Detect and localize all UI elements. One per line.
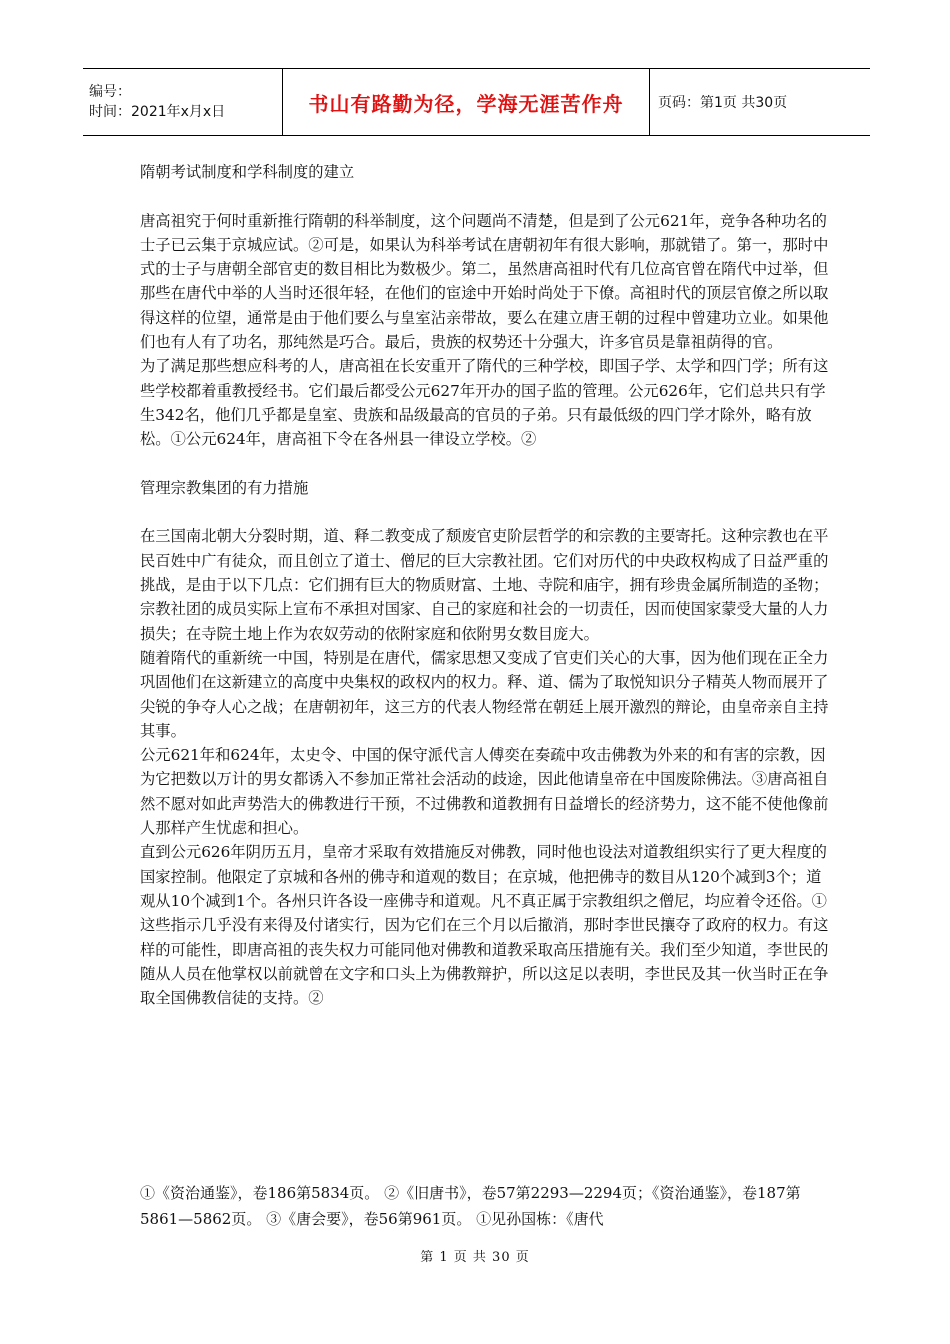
document-number-label: 编号：: [89, 84, 131, 100]
paragraph: 公元621年和624年，太史令、中国的保守派代言人傅奕在奏疏中攻击佛教为外来的和有害的宗教，因为它把数以万计的男女都诱入不参加正常社会活动的歧途，因此他请皇帝在中国废除佛法。③唐高祖自然不愿对如此声势浩大的佛教进行干预，不过佛教和道教拥有日益增长的经济势力，这不能不使他像前人那样产生忧虑和担心。: [140, 746, 829, 838]
header-motto-cell: [283, 69, 650, 135]
paragraph: 直到公元626年阴历五月，皇帝才采取有效措施反对佛教，同时他也设法对道教组织实行了更大程度的国家控制。他限定了京城和各州的佛寺和道观的数目；在京城，他把佛寺的数目从120个减到3个；道观从10个减到1个。各州只许各设一座佛寺和道观。凡不真正属于宗教组织之僧尼，均应着令还俗。①这些指示几乎没有来得及付诸实行，因为它们在三个月以后撤消，那时李世民攘夺了政府的权力。有这样的可能性，即唐高祖的丧失权力可能同他对佛教和道教采取高压措施有关。我们至少知道，李世民的随从人员在他掌权以前就曾在文字和口头上为佛教辩护，所以这足以表明，李世民及其一伙当时正在争取全国佛教信徒的支持。②: [140, 843, 829, 1008]
paragraph: 在三国南北朝大分裂时期，道、释二教变成了颓废官吏阶层哲学的和宗教的主要寄托。这种宗教也在平民百姓中广有徒众，而且创立了道士、僧尼的巨大宗教社团。它们对历代的中央政权构成了日益严重的挑战，是由于以下几点：它们拥有巨大的物质财富、土地、寺院和庙宇，拥有珍贵金属所制造的圣物；宗教社团的成员实际上宣布不承担对国家、自己的家庭和社会的一切责任，因而使国家蒙受大量的人力损失；在寺院土地上作为农奴劳动的依附家庭和依附男女数目庞大。: [140, 527, 829, 643]
header-page-label: 页码：第1页 共30页: [658, 95, 788, 111]
paragraph: 唐高祖究于何时重新推行隋朝的科举制度，这个问题尚不清楚，但是到了公元621年，竞争各种功名的士子已云集于京城应试。②可是，如果认为科举考试在唐朝初年有很大影响，那就错了。第一，那时中式的士子与唐朝全部官吏的数目相比为数极少。第二，虽然唐高祖时代有几位高官曾在隋代中过举，但那些在唐代中举的人当时还很年轻，在他们的宦途中开始时尚处于下僚。高祖时代的顶层官僚之所以取得这样的位望，通常是由于他们要么与皇室沾亲带故，要么在建立唐王朝的过程中曾建功立业。如果他们也有人有了功名，那纯然是巧合。最后，贵族的权势还十分强大，许多官员是靠祖荫得的官。: [140, 211, 829, 352]
paragraph: 为了满足那些想应科考的人，唐高祖在长安重开了隋代的三种学校，即国子学、太学和四门学；所有这些学校都着重教授经书。它们最后都受公元627年开办的国子监的管理。公元626年，它们总共只有学生342名，他们几乎都是皇室、贵族和品级最高的官员的子弟。只有最低级的四门学才除外，略有放松。①公元624年，唐高祖下令在各州县一律设立学校。②: [140, 357, 829, 449]
header-motto: 书山有路勤为径，学海无涯苦作舟: [308, 91, 624, 116]
section-heading: 隋朝考试制度和学科制度的建立: [140, 163, 355, 181]
page-header: [83, 68, 870, 136]
header-meta: [83, 69, 283, 135]
header-page-cell: [650, 69, 870, 135]
document-date-label: 时间：2021年x月x日: [89, 104, 226, 120]
paragraph: 随着隋代的重新统一中国，特别是在唐代，儒家思想又变成了官吏们关心的大事，因为他们现在正全力巩固他们在这新建立的高度中央集权的政权内的权力。释、道、儒为了取悦知识分子精英人物而展开了尖锐的争夺人心之战；在唐朝初年，这三方的代表人物经常在朝廷上展开激烈的辩论，由皇帝亲自主持其事。: [140, 648, 829, 740]
section-heading: 管理宗教集团的有力措施: [140, 478, 309, 497]
footnotes: ①《资治通鉴》，卷186第5834页。 ②《旧唐书》，卷57第2293—2294页；《资治通鉴》，卷187第5861—5862页。 ③《唐会要》，卷56第961页。 ①见孙国栋：《唐代: [140, 1184, 801, 1228]
page-footer: 第 1 页 共 30 页: [420, 1250, 530, 1265]
document-body: [140, 160, 830, 1010]
